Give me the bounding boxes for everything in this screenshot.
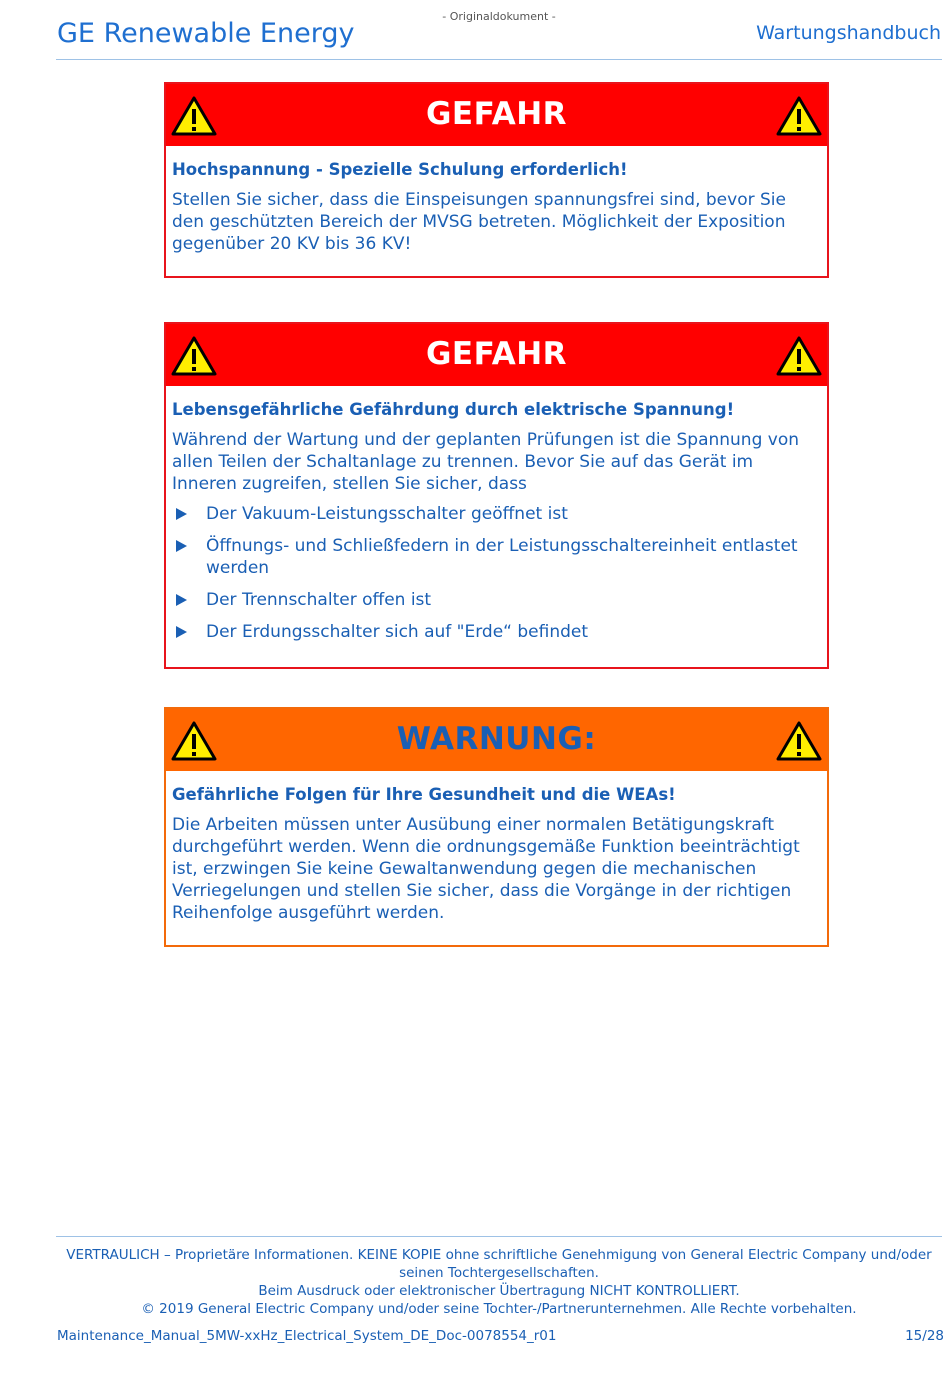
warning-notice-mechanical (164, 707, 829, 947)
notice-header-bar (166, 84, 827, 146)
brand-name: GE Renewable Energy (57, 18, 355, 49)
notice-bullet-list (172, 503, 821, 643)
list-item: Der Vakuum-Leistungsschalter geöffnet ist (172, 503, 821, 525)
footer-divider (56, 1236, 942, 1237)
original-note: - Originaldokument - (442, 10, 556, 23)
header-divider (56, 59, 942, 60)
notice-subtitle: Hochspannung - Spezielle Schulung erforderlich! (172, 160, 628, 179)
danger-notice-electrical (164, 322, 829, 669)
notice-subtitle: Lebensgefährliche Gefährdung durch elektrische Spannung! (172, 400, 735, 419)
warning-triangle-icon (776, 96, 822, 136)
notice-text: Während der Wartung und der geplanten Prüfungen ist die Spannung von allen Teilen der Schaltanlage zu trennen. Bevor Sie auf das Gerät im Inneren zugreifen, stellen Sie sicher, dass (172, 430, 800, 494)
page-number: 15/28 (905, 1328, 944, 1344)
document-id: Maintenance_Manual_5MW-xxHz_Electrical_System_DE_Doc-0078554_r01 (57, 1328, 557, 1344)
notice-header-bar (166, 709, 827, 771)
list-item: Der Erdungsschalter sich auf "Erde“ befindet (172, 621, 821, 643)
notice-text: Die Arbeiten müssen unter Ausübung einer normalen Betätigungskraft durchgeführt werden. Wenn die ordnungsgemäße Funktion beeinträchtigt ist, erzwingen Sie keine Gewaltanwendung gegen die mechanischen Verriegelungen und stellen Sie sicher, dass die Vorgänge in der richtigen Reihenfolge ausgeführt werden. (172, 815, 800, 923)
notice-label: WARNUNG: (396, 721, 597, 757)
list-item: Der Trennschalter offen ist (172, 589, 821, 611)
warning-triangle-icon (776, 721, 822, 761)
manual-title: Wartungshandbuch (756, 22, 941, 44)
notice-text: Stellen Sie sicher, dass die Einspeisungen spannungsfrei sind, bevor Sie den geschützten Bereich der MVSG betreten. Möglichkeit der Exposition gegenüber 20 KV bis 36 KV! (172, 190, 786, 254)
warning-triangle-icon (776, 336, 822, 376)
confidentiality-notice: VERTRAULICH – Proprietäre Informationen. KEINE KOPIE ohne schriftliche Genehmigung von General Electric Company und/oder seinen Tochtergesellschaften. Beim Ausdruck oder elektronischer Übertragung NICHT KONTROLLIERT. © 2019 General Electric Company und/oder seine Tochter-/Partnerunternehmen. Alle Rechte vorbehalten. (66, 1247, 932, 1317)
notice-header-bar (166, 324, 827, 386)
list-item: Öffnungs- und Schließfedern in der Leistungsschaltereinheit entlastet werden (172, 535, 821, 579)
danger-notice-high-voltage (164, 82, 829, 278)
bullet-arrow-icon (176, 508, 187, 520)
notice-label: GEFAHR (425, 96, 568, 132)
notice-subtitle: Gefährliche Folgen für Ihre Gesundheit und die WEAs! (172, 785, 676, 804)
notice-label: GEFAHR (425, 336, 568, 372)
bullet-arrow-icon (176, 594, 187, 606)
bullet-arrow-icon (176, 626, 187, 638)
bullet-arrow-icon (176, 540, 187, 552)
